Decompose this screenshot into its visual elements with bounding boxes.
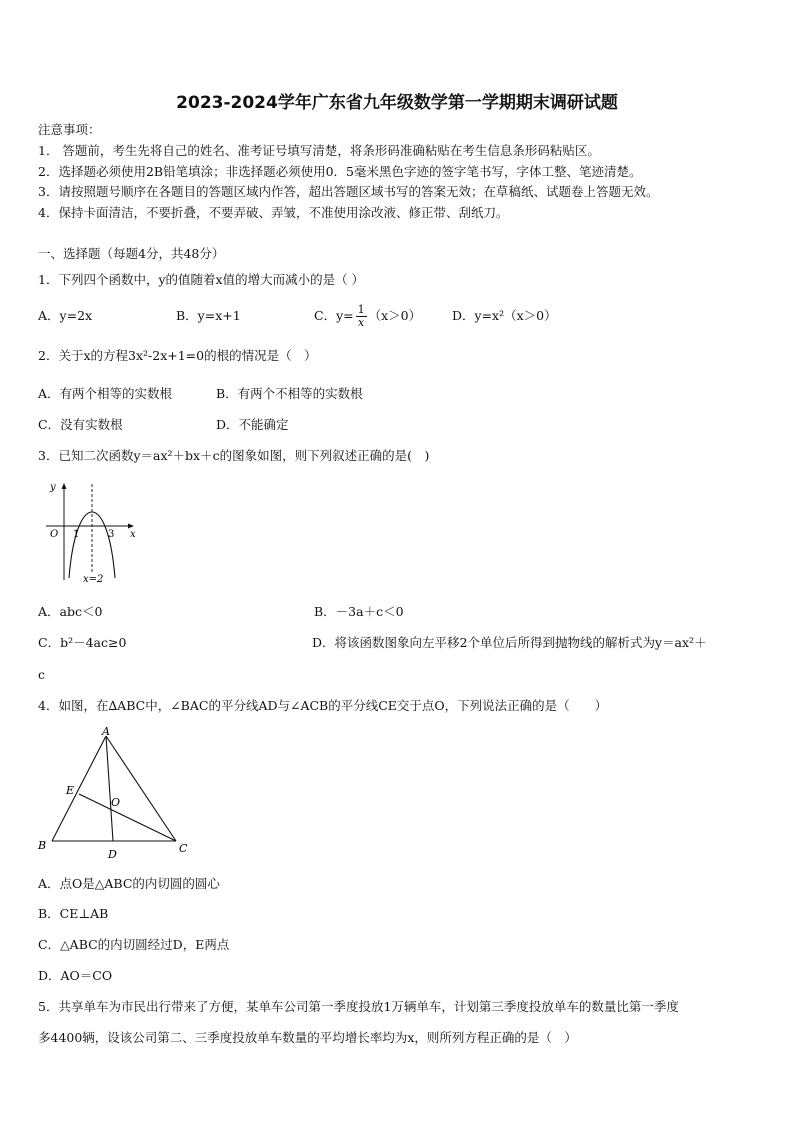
notice-heading: 注意事项：	[38, 122, 101, 137]
point-e-label: E	[66, 784, 75, 797]
question-2-option-d: D．不能确定	[216, 417, 289, 432]
question-4-stem: 4．如图，在∆ABC中，∠BAC的平分线AD与∠ACB的平分线CE交于点O，下列说法正确的是（ ）	[38, 698, 608, 713]
question-3-option-d: D．将该函数图象向左平移2个单位后所得到抛物线的解析式为y＝ax²＋	[312, 635, 707, 650]
question-2-option-b: B．有两个不相等的实数根	[216, 386, 363, 401]
question-3-option-b: B．－3a＋c＜0	[314, 604, 404, 619]
notice-item-1: 1． 答题前，考生先将自己的姓名、准考证号填写清楚，将条形码准确粘贴在考生信息条形码粘贴区。	[38, 143, 600, 158]
point-c-label: C	[179, 842, 188, 855]
option-c-suffix: （x＞0）	[368, 308, 422, 323]
fraction-numerator: 1	[357, 303, 365, 316]
bisector-ad	[106, 736, 113, 841]
point-b-label: B	[38, 839, 47, 852]
point-a-label: A	[102, 725, 110, 738]
question-4-option-b: B．CE⊥AB	[38, 906, 109, 921]
x-axis-label: x	[130, 529, 136, 540]
option-c-prefix: C．y=	[314, 308, 354, 323]
question-3-option-d-continued: c	[38, 667, 46, 682]
x-axis-arrow	[128, 524, 134, 529]
symmetry-axis-label: x=2	[83, 574, 104, 585]
side-ab	[52, 736, 106, 841]
point-o-label: O	[111, 796, 121, 809]
y-axis-label: y	[50, 482, 56, 493]
notice-item-3: 3．请按照题号顺序在各题目的答题区域内作答，超出答题区域书写的答案无效；在草稿纸、试题卷上答题无效。	[38, 184, 659, 199]
question-3-option-a: A．abc＜0	[38, 604, 103, 619]
question-3-option-c: C．b²－4ac≥0	[38, 635, 127, 650]
question-4-option-d: D．AO＝CO	[38, 968, 113, 983]
triangle-figure	[36, 724, 196, 864]
question-5-line-2: 多4400辆，设该公司第二、三季度投放单车数量的平均增长率均为x，则所列方程正确的是（ ）	[38, 1030, 577, 1045]
point-d-label: D	[108, 848, 117, 861]
question-1-option-b: B．y=x+1	[176, 308, 241, 323]
side-ac	[106, 736, 176, 841]
section-heading: 一、选择题（每题4分，共48分）	[38, 246, 225, 261]
question-2-option-a: A．有两个相等的实数根	[38, 386, 173, 401]
question-1-option-d: D．y=x²（x＞0）	[452, 308, 557, 323]
bisector-ce	[79, 794, 176, 841]
fraction	[356, 304, 367, 329]
question-2-stem: 2．关于x的方程3x²-2x+1=0的根的情况是（ ）	[38, 348, 317, 363]
parabola-figure	[38, 476, 148, 588]
notice-item-2: 2．选择题必须使用2B铅笔填涂；非选择题必须使用0．5毫米黑色字迹的签字笔书写，字体工整、笔迹清楚。	[38, 164, 642, 179]
question-3-stem: 3．已知二次函数y＝ax²＋bx＋c的图象如图，则下列叙述正确的是( )	[38, 448, 430, 463]
tick-label-3: 3	[108, 529, 115, 540]
fraction-denominator: x	[358, 316, 365, 329]
question-1-stem: 1．下列四个函数中，y的值随着x值的增大而减小的是（ ）	[38, 272, 365, 287]
tick-label-1: 1	[73, 529, 80, 540]
notice-item-4: 4．保持卡面清洁，不要折叠，不要弄破、弄皱，不准使用涂改液、修正带、刮纸刀。	[38, 205, 509, 220]
question-4-option-a: A．点O是△ABC的内切圆的圆心	[38, 876, 220, 891]
question-2-option-c: C．没有实数根	[38, 417, 123, 432]
question-4-option-c: C．△ABC的内切圆经过D，E两点	[38, 937, 230, 952]
question-1-option-a: A．y=2x	[38, 308, 93, 323]
y-axis-arrow	[62, 483, 67, 489]
question-5-line-1: 5．共享单车为市民出行带来了方便，某单车公司第一季度投放1万辆单车，计划第三季度投放单车的数量比第一季度	[38, 999, 679, 1014]
page-title: 2023-2024学年广东省九年级数学第一学期期末调研试题	[176, 93, 618, 113]
question-1-option-c	[314, 297, 421, 335]
origin-label: O	[50, 529, 59, 540]
